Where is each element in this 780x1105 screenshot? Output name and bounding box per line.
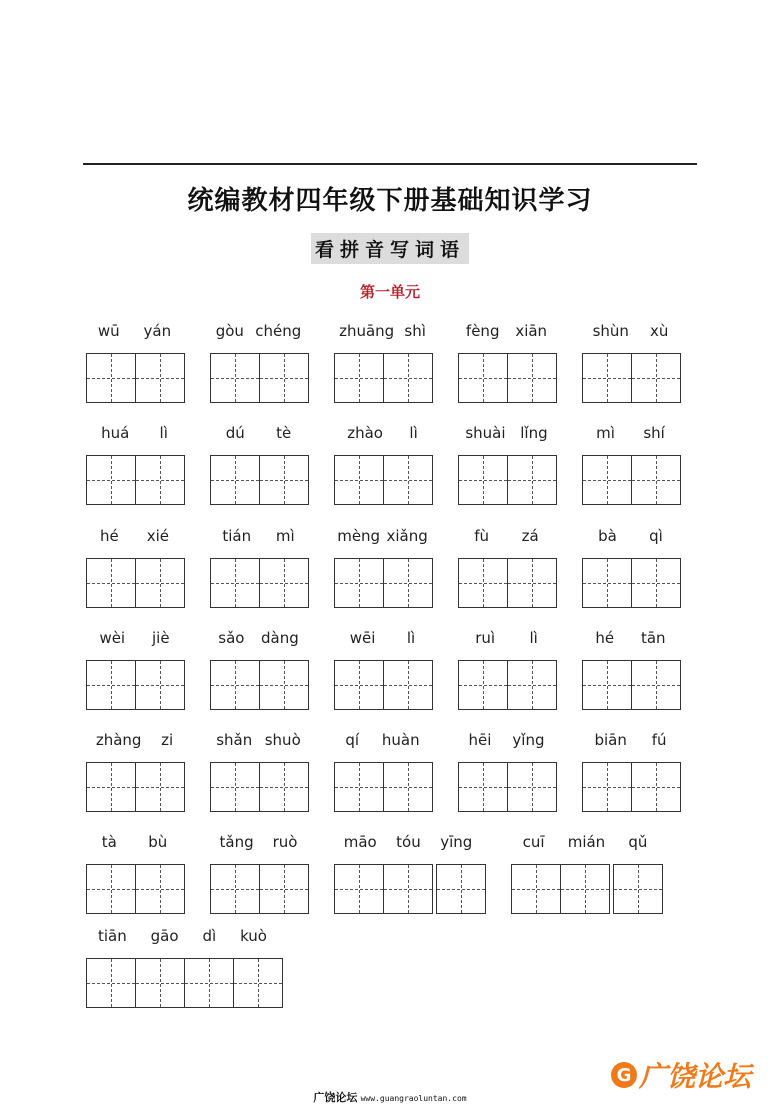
- pinyin-syllable: shuài: [465, 424, 506, 442]
- pinyin-row: [86, 629, 183, 649]
- tianzige-box[interactable]: [334, 660, 384, 710]
- tianzige-box[interactable]: [86, 660, 136, 710]
- pinyin-row: [458, 527, 555, 547]
- pinyin-syllable: yīng: [440, 833, 473, 851]
- page-title: 统编教材四年级下册基础知识学习: [187, 186, 593, 216]
- pinyin-syllable: kuò: [240, 927, 267, 945]
- word-item: [334, 527, 431, 609]
- pinyin-row: [86, 424, 183, 444]
- pinyin-syllable: mì: [275, 527, 295, 545]
- tianzige-box[interactable]: [458, 762, 508, 812]
- pinyin-row: [511, 833, 659, 853]
- pinyin-syllable: yǐng: [512, 731, 545, 749]
- tianzige-box[interactable]: [458, 353, 508, 403]
- tianzige-box[interactable]: [511, 864, 561, 914]
- tianzige-box[interactable]: [86, 558, 136, 608]
- writing-boxes: [210, 455, 309, 505]
- word-item: [210, 424, 307, 506]
- pinyin-row: [334, 731, 431, 751]
- tianzige-box[interactable]: [582, 558, 632, 608]
- pinyin-syllable: qì: [649, 527, 663, 545]
- word-item: [334, 629, 431, 711]
- tianzige-box[interactable]: [210, 558, 260, 608]
- pinyin-row: [458, 322, 555, 342]
- pinyin-syllable: sǎo: [218, 629, 245, 647]
- pinyin-row: [210, 629, 307, 649]
- tianzige-box[interactable]: [458, 558, 508, 608]
- writing-boxes: [86, 558, 185, 608]
- writing-boxes: [582, 762, 681, 812]
- logo-icon: G: [611, 1062, 637, 1088]
- word-item: [582, 731, 679, 813]
- word-item: [582, 424, 679, 506]
- pinyin-syllable: lì: [159, 424, 168, 442]
- pinyin-syllable: hé: [595, 629, 615, 647]
- writing-boxes: [86, 958, 283, 1008]
- word-item: [210, 731, 307, 813]
- pinyin-row: [210, 424, 307, 444]
- writing-boxes: [334, 353, 433, 403]
- pinyin-syllable: shì: [404, 322, 426, 340]
- pinyin-row: [458, 424, 555, 444]
- pinyin-syllable: wū: [97, 322, 120, 340]
- pinyin-syllable: tà: [101, 833, 117, 851]
- page-subtitle: 看拼音写词语: [311, 233, 469, 264]
- word-item: [458, 527, 555, 609]
- footer-url: www.guangraoluntan.com: [360, 1094, 467, 1103]
- tianzige-box[interactable]: [507, 660, 557, 710]
- pinyin-syllable: huá: [101, 424, 130, 442]
- pinyin-row: [334, 527, 431, 547]
- pinyin-syllable: mì: [596, 424, 615, 442]
- writing-boxes: [210, 558, 309, 608]
- logo-text: 广饶论坛: [639, 1060, 752, 1093]
- pinyin-syllable: wèi: [99, 629, 126, 647]
- writing-boxes: [334, 762, 433, 812]
- word-item: [210, 527, 307, 609]
- tianzige-box[interactable]: [86, 864, 136, 914]
- tianzige-box[interactable]: [86, 353, 136, 403]
- pinyin-syllable: wēi: [349, 629, 376, 647]
- pinyin-syllable: bà: [598, 527, 617, 545]
- tianzige-box[interactable]: [184, 958, 234, 1008]
- pinyin-row: [582, 527, 679, 547]
- word-item: [210, 833, 307, 915]
- pinyin-syllable: xiān: [515, 322, 548, 340]
- tianzige-box[interactable]: [334, 558, 384, 608]
- tianzige-box[interactable]: [383, 455, 433, 505]
- tianzige-box[interactable]: [135, 660, 185, 710]
- tianzige-box[interactable]: [582, 660, 632, 710]
- pinyin-syllable: cuī: [522, 833, 545, 851]
- word-item: [458, 322, 555, 404]
- tianzige-box[interactable]: [135, 864, 185, 914]
- pinyin-syllable: tān: [640, 629, 666, 647]
- tianzige-box[interactable]: [135, 455, 185, 505]
- pinyin-row: [334, 424, 431, 444]
- word-item: [86, 527, 183, 609]
- word-item: [582, 527, 679, 609]
- pinyin-row: [210, 527, 307, 547]
- pinyin-syllable: jiè: [151, 629, 170, 647]
- pinyin-syllable: lǐng: [520, 424, 548, 442]
- pinyin-syllable: ruì: [475, 629, 496, 647]
- pinyin-syllable: dú: [225, 424, 245, 442]
- word-item: [86, 629, 183, 711]
- pinyin-row: [86, 927, 279, 947]
- pinyin-syllable: shí: [643, 424, 665, 442]
- tianzige-box[interactable]: [383, 864, 433, 914]
- word-item: [511, 833, 659, 915]
- writing-boxes: [582, 660, 681, 710]
- pinyin-syllable: gòu: [215, 322, 244, 340]
- pinyin-syllable: qí: [345, 731, 360, 749]
- footer-site-name: 广饶论坛: [313, 1091, 358, 1104]
- pinyin-row: [86, 322, 183, 342]
- tianzige-box[interactable]: [507, 455, 557, 505]
- writing-boxes: [458, 558, 557, 608]
- pinyin-syllable: yán: [143, 322, 172, 340]
- pinyin-syllable: hēi: [468, 731, 492, 749]
- pinyin-syllable: gāo: [150, 927, 179, 945]
- pinyin-row: [458, 731, 555, 751]
- tianzige-box[interactable]: [507, 353, 557, 403]
- pinyin-syllable: mián: [567, 833, 606, 851]
- tianzige-box[interactable]: [582, 353, 632, 403]
- writing-boxes: [334, 864, 486, 914]
- tianzige-box[interactable]: [631, 762, 681, 812]
- tianzige-box[interactable]: [259, 455, 309, 505]
- word-item: [86, 833, 183, 915]
- pinyin-syllable: lì: [529, 629, 538, 647]
- pinyin-row: [210, 322, 307, 342]
- tianzige-box[interactable]: [259, 558, 309, 608]
- word-item: [86, 322, 183, 404]
- word-item: [86, 927, 279, 1009]
- writing-boxes: [210, 660, 309, 710]
- tianzige-box[interactable]: [631, 455, 681, 505]
- tianzige-box[interactable]: [135, 353, 185, 403]
- writing-boxes: [582, 455, 681, 505]
- tianzige-box[interactable]: [135, 762, 185, 812]
- pinyin-row: [582, 629, 679, 649]
- tianzige-box[interactable]: [259, 864, 309, 914]
- word-item: [458, 731, 555, 813]
- tianzige-box[interactable]: [334, 762, 384, 812]
- tianzige-box[interactable]: [582, 455, 632, 505]
- tianzige-box[interactable]: [383, 660, 433, 710]
- tianzige-box[interactable]: [631, 660, 681, 710]
- tianzige-box[interactable]: [560, 864, 610, 914]
- word-item: [334, 833, 482, 915]
- writing-boxes: [458, 353, 557, 403]
- pinyin-syllable: tǎng: [219, 833, 254, 851]
- tianzige-box[interactable]: [582, 762, 632, 812]
- tianzige-box[interactable]: [135, 958, 185, 1008]
- pinyin-syllable: zhàng: [95, 731, 142, 749]
- pinyin-syllable: lì: [409, 424, 418, 442]
- tianzige-box[interactable]: [383, 353, 433, 403]
- writing-boxes: [582, 353, 681, 403]
- tianzige-box[interactable]: [334, 864, 384, 914]
- tianzige-box[interactable]: [613, 864, 663, 914]
- tianzige-box[interactable]: [135, 558, 185, 608]
- site-logo: [611, 1055, 751, 1095]
- tianzige-box[interactable]: [86, 455, 136, 505]
- pinyin-syllable: zhuāng: [339, 322, 395, 340]
- pinyin-row: [210, 833, 307, 853]
- pinyin-syllable: dàng: [260, 629, 299, 647]
- pinyin-syllable: bù: [148, 833, 168, 851]
- pinyin-syllable: chéng: [255, 322, 302, 340]
- word-item: [210, 629, 307, 711]
- pinyin-syllable: huàn: [381, 731, 420, 749]
- pinyin-syllable: fù: [474, 527, 490, 545]
- pinyin-syllable: shùn: [592, 322, 629, 340]
- tianzige-box[interactable]: [631, 353, 681, 403]
- pinyin-syllable: shǎn: [216, 731, 253, 749]
- tianzige-box[interactable]: [259, 762, 309, 812]
- pinyin-syllable: zá: [521, 527, 539, 545]
- tianzige-box[interactable]: [383, 762, 433, 812]
- pinyin-syllable: tián: [222, 527, 252, 545]
- pinyin-row: [86, 527, 183, 547]
- pinyin-syllable: xiǎng: [386, 527, 428, 545]
- tianzige-box[interactable]: [458, 455, 508, 505]
- tianzige-box[interactable]: [334, 455, 384, 505]
- writing-boxes: [210, 864, 309, 914]
- writing-boxes: [86, 455, 185, 505]
- tianzige-box[interactable]: [86, 958, 136, 1008]
- pinyin-syllable: tiān: [97, 927, 127, 945]
- word-item: [458, 424, 555, 506]
- pinyin-syllable: zi: [161, 731, 174, 749]
- header-rule: [83, 163, 697, 165]
- word-item: [458, 629, 555, 711]
- pinyin-syllable: lì: [406, 629, 416, 647]
- writing-boxes: [86, 660, 185, 710]
- pinyin-syllable: tóu: [396, 833, 421, 851]
- word-item: [86, 424, 183, 506]
- pinyin-row: [86, 833, 183, 853]
- pinyin-row: [210, 731, 307, 751]
- pinyin-row: [582, 731, 679, 751]
- tianzige-box[interactable]: [210, 660, 260, 710]
- unit-heading: 第一单元: [359, 283, 420, 301]
- tianzige-box[interactable]: [383, 558, 433, 608]
- tianzige-box[interactable]: [259, 660, 309, 710]
- tianzige-box[interactable]: [507, 558, 557, 608]
- pinyin-row: [334, 322, 431, 342]
- word-item: [582, 322, 679, 404]
- pinyin-row: [334, 629, 431, 649]
- word-item: [86, 731, 183, 813]
- tianzige-box[interactable]: [458, 660, 508, 710]
- word-item: [334, 731, 431, 813]
- pinyin-syllable: shuò: [264, 731, 301, 749]
- pinyin-syllable: biān: [594, 731, 627, 749]
- writing-boxes: [86, 864, 185, 914]
- pinyin-syllable: ruò: [272, 833, 298, 851]
- tianzige-box[interactable]: [507, 762, 557, 812]
- word-item: [210, 322, 307, 404]
- pinyin-syllable: xù: [650, 322, 669, 340]
- pinyin-row: [582, 322, 679, 342]
- pinyin-row: [334, 833, 482, 853]
- pinyin-row: [86, 731, 183, 751]
- writing-boxes: [334, 558, 433, 608]
- tianzige-box[interactable]: [86, 762, 136, 812]
- tianzige-box[interactable]: [631, 558, 681, 608]
- pinyin-syllable: fú: [651, 731, 667, 749]
- word-item: [334, 322, 431, 404]
- tianzige-box[interactable]: [210, 864, 260, 914]
- pinyin-syllable: fèng: [465, 322, 500, 340]
- word-item: [582, 629, 679, 711]
- writing-boxes: [334, 455, 433, 505]
- writing-boxes: [210, 353, 309, 403]
- pinyin-syllable: māo: [343, 833, 377, 851]
- word-item: [334, 424, 431, 506]
- pinyin-syllable: tè: [276, 424, 292, 442]
- pinyin-row: [582, 424, 679, 444]
- pinyin-syllable: dì: [202, 927, 217, 945]
- tianzige-box[interactable]: [233, 958, 283, 1008]
- pinyin-syllable: xié: [146, 527, 169, 545]
- tianzige-box[interactable]: [436, 864, 486, 914]
- writing-boxes: [458, 660, 557, 710]
- writing-boxes: [210, 762, 309, 812]
- writing-boxes: [86, 353, 185, 403]
- writing-boxes: [458, 762, 557, 812]
- writing-boxes: [458, 455, 557, 505]
- pinyin-syllable: hé: [99, 527, 119, 545]
- pinyin-syllable: zhào: [347, 424, 383, 442]
- tianzige-box[interactable]: [210, 762, 260, 812]
- tianzige-box[interactable]: [210, 353, 260, 403]
- subtitle-wrap: [0, 233, 780, 264]
- tianzige-box[interactable]: [210, 455, 260, 505]
- writing-boxes: [511, 864, 663, 914]
- pinyin-syllable: qǔ: [628, 833, 648, 851]
- tianzige-box[interactable]: [334, 353, 384, 403]
- writing-boxes: [582, 558, 681, 608]
- pinyin-syllable: mèng: [337, 527, 381, 545]
- tianzige-box[interactable]: [259, 353, 309, 403]
- writing-boxes: [86, 762, 185, 812]
- writing-boxes: [334, 660, 433, 710]
- pinyin-row: [458, 629, 555, 649]
